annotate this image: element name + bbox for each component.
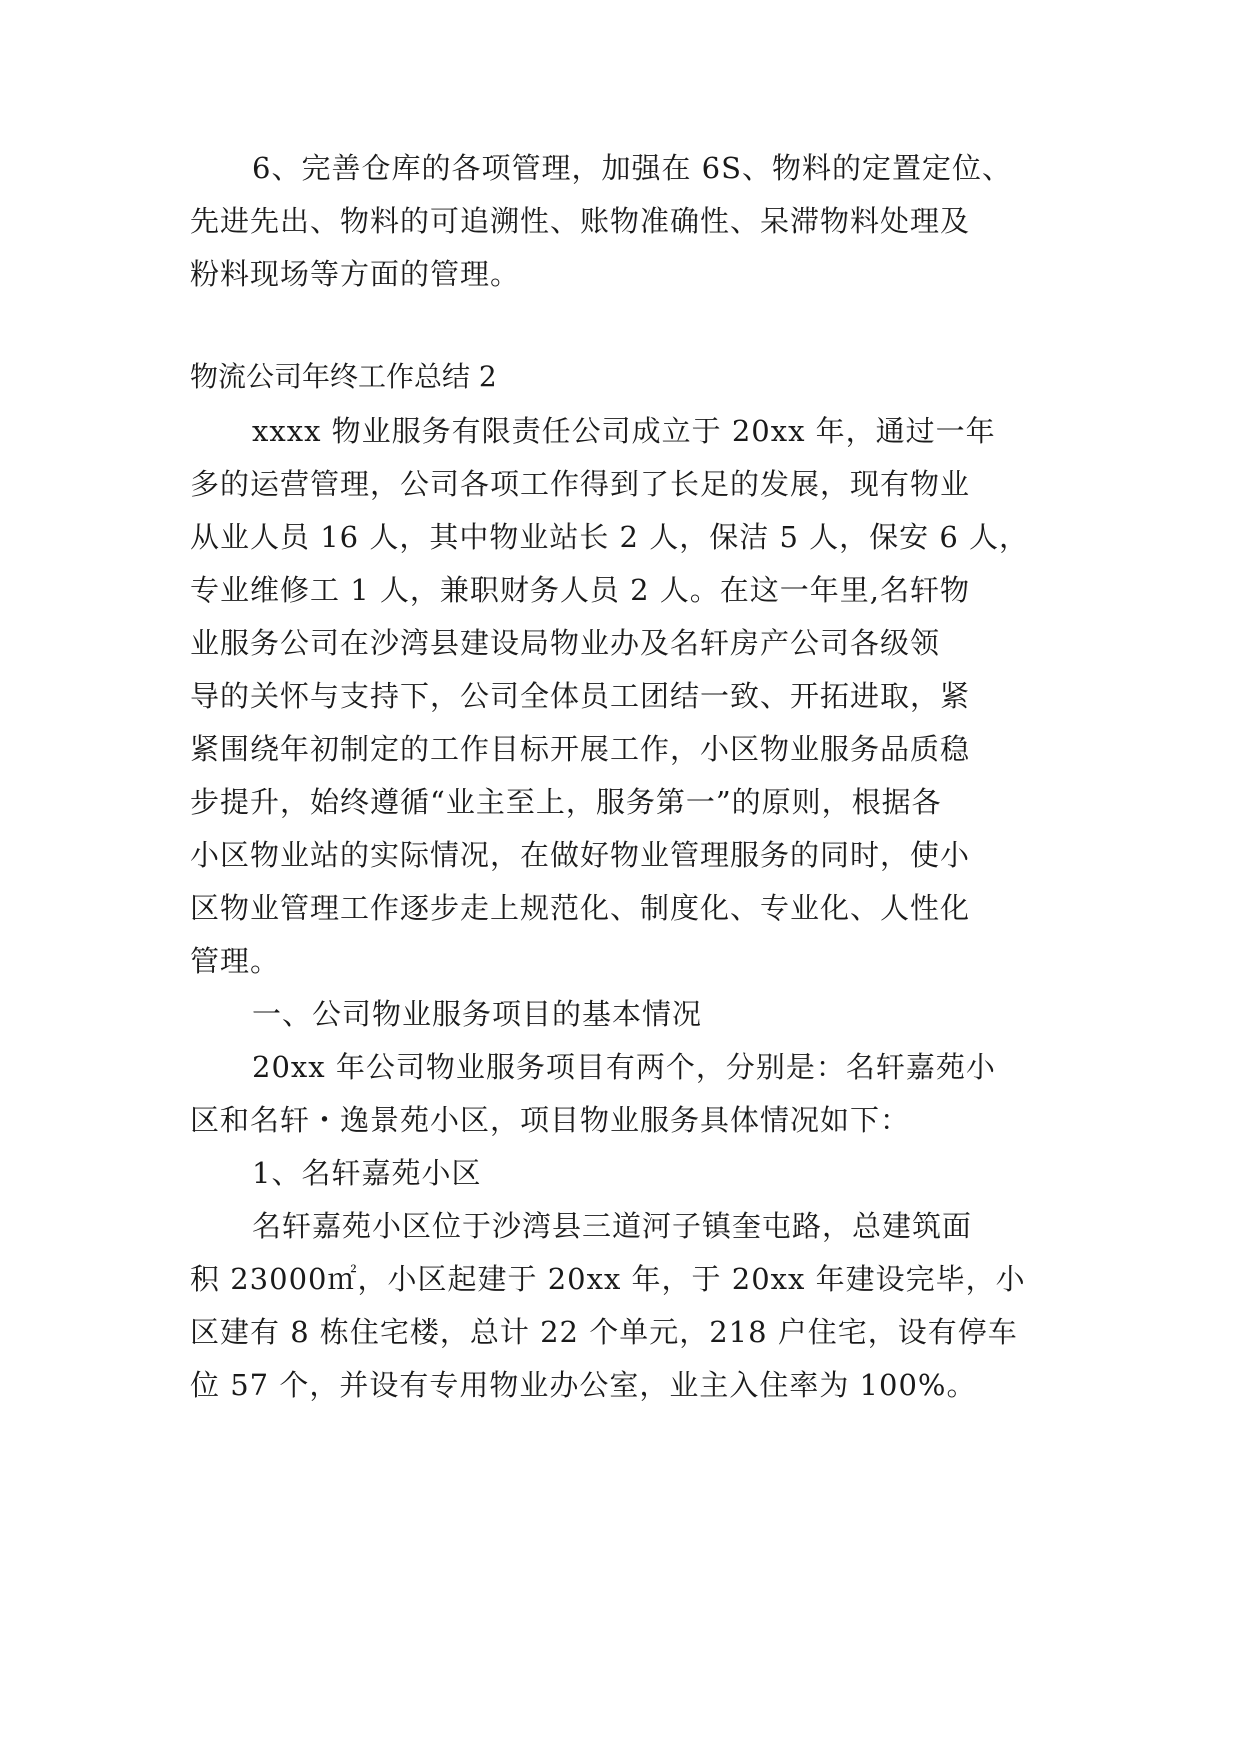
paragraph-line: 粉料现场等方面的管理。 (190, 257, 521, 291)
paragraph-line: 区物业管理工作逐步走上规范化、制度化、专业化、人性化 (190, 891, 971, 925)
paragraph-line: 多的运营管理，公司各项工作得到了长足的发展，现有物业 (190, 467, 971, 501)
paragraph-line: 小区物业站的实际情况，在做好物业管理服务的同时，使小 (190, 838, 971, 872)
paragraph-line: 区建有 8 栋住宅楼，总计 22 个单元，218 户住宅，设有停车 (190, 1315, 1018, 1349)
paragraph-line: 管理。 (190, 944, 281, 978)
paragraph-line: 先进先出、物料的可追溯性、账物准确性、呆滞物料处理及 (190, 204, 971, 238)
paragraph-line: 专业维修工 1 人，兼职财务人员 2 人。在这一年里,名轩物 (190, 573, 970, 607)
paragraph-line: 导的关怀与支持下，公司全体员工团结一致、开拓进取，紧 (190, 679, 971, 713)
subheading: 1、名轩嘉苑小区 (252, 1156, 482, 1190)
paragraph-line: 位 57 个，并设有专用物业办公室，业主入住率为 100%。 (190, 1368, 977, 1402)
paragraph-line: 步提升，始终遵循“业主至上，服务第一”的原则，根据各 (190, 785, 942, 819)
paragraph-line: 业服务公司在沙湾县建设局物业办及名轩房产公司各级领 (190, 626, 941, 660)
subheading: 一、公司物业服务项目的基本情况 (252, 997, 703, 1031)
paragraph-line: 名轩嘉苑小区位于沙湾县三道河子镇奎屯路，总建筑面 (252, 1209, 973, 1243)
paragraph-line: 20xx 年公司物业服务项目有两个，分别是：名轩嘉苑小 (252, 1050, 996, 1084)
paragraph-line: 从业人员 16 人，其中物业站长 2 人，保洁 5 人，保安 6 人， (190, 520, 1030, 554)
paragraph-line: xxxx 物业服务有限责任公司成立于 20xx 年，通过一年 (252, 414, 996, 448)
paragraph-line: 积 23000㎡，小区起建于 20xx 年，于 20xx 年建设完毕，小 (190, 1262, 1026, 1296)
paragraph-line: 紧围绕年初制定的工作目标开展工作，小区物业服务品质稳 (190, 732, 971, 766)
paragraph-line: 区和名轩・逸景苑小区，项目物业服务具体情况如下： (190, 1103, 911, 1137)
section-heading: 物流公司年终工作总结 2 (190, 360, 497, 393)
paragraph-line: 6、完善仓库的各项管理，加强在 6S、物料的定置定位、 (252, 151, 1012, 185)
